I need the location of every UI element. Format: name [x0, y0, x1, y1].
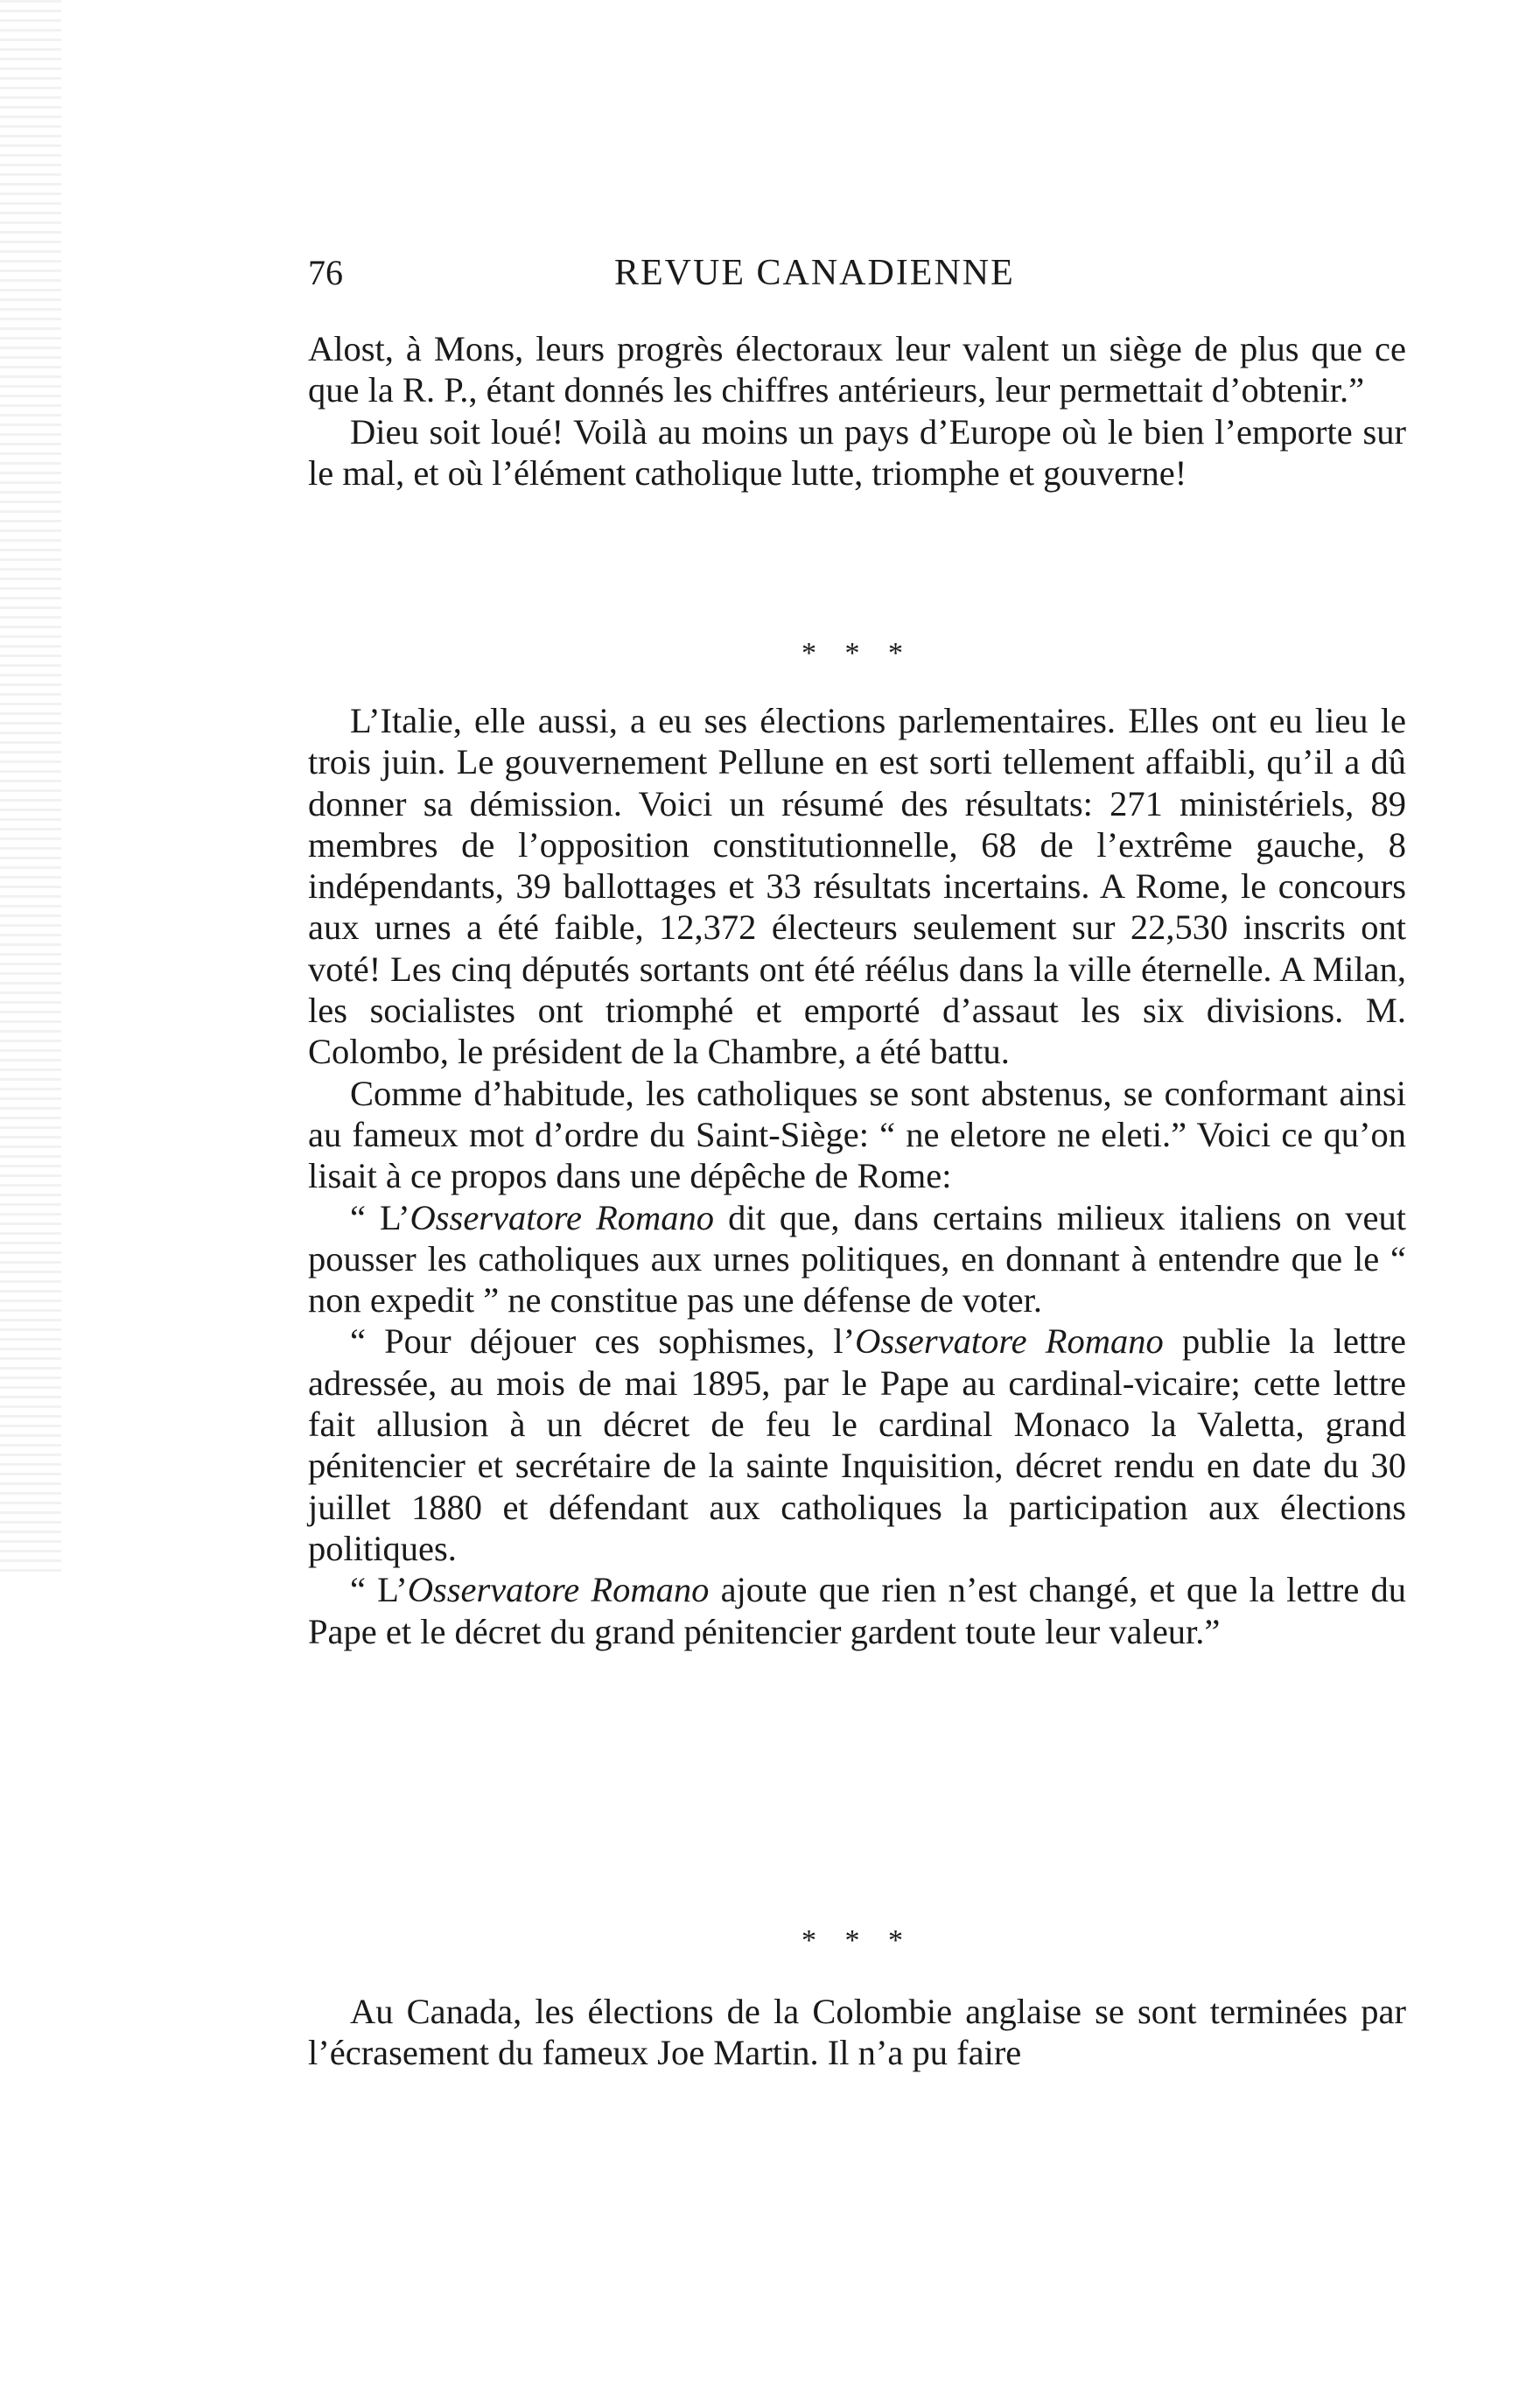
quote-text: dit que, dans certains milieux italiens on veut pousser les catholiques aux urnes politiques, en donnant à entendre que le “ non expedit ” ne constitue pas une défense de voter.: [308, 1197, 1406, 1321]
quote-open-text: “ Pour déjouer ces sophismes, l’: [350, 1321, 856, 1362]
paragraph: Au Canada, les élections de la Colombie anglaise se sont terminées par l’écrasement du fameux Joe Martin. Il n’a pu faire: [308, 1992, 1406, 2073]
running-title: REVUE CANADIENNE: [614, 253, 1015, 293]
page-number: 76: [308, 253, 343, 292]
quote-open-text: “ L’: [350, 1197, 410, 1237]
newspaper-title: Osservatore Romano: [410, 1197, 715, 1237]
quote-open-text: “ L’: [350, 1570, 408, 1610]
paragraph: L’Italie, elle aussi, a eu ses élections parlementaires. Elles ont eu lieu le trois juin. Le gouvernement Pellune en est sorti tellement affaibli, qu’il a dû donner sa démission. Voici un résumé des résultats: 271 ministériels, 89 membres de l’opposition constitutionnelle, 68 de l’extrême gauche, 8 indépendants, 39 ballottages et 33 résultats incertains. A Rome, le concours aux urnes a été faible, 12,372 électeurs seulement sur 22,530 inscrits ont voté! Les cinq députés sortants ont été réélus dans la ville éternelle. A Milan, les socialistes ont triomphé et emporté d’assaut les six divisions. M. Colombo, le président de la Chambre, a été battu.: [308, 701, 1406, 1072]
quoted-paragraph: [308, 1321, 1406, 1569]
newspaper-title: Osservatore Romano: [855, 1321, 1164, 1362]
section-separator: * * *: [802, 637, 914, 669]
paragraph: Alost, à Mons, leurs progrès électoraux leur valent un siège de plus que ce que la R. P., étant donnés les chiffres antérieurs, leur permettait d’obtenir.”: [308, 329, 1406, 410]
scanned-page-edge: [0, 0, 61, 1575]
section-separator: * * *: [802, 1924, 914, 1957]
quoted-paragraph: [308, 1197, 1406, 1321]
text-block-canada: [308, 1991, 1406, 2074]
quote-text: ajoute que rien n’est changé, et que la lettre du Pape et le décret du grand pénitencier gardent toute leur valeur.”: [308, 1570, 1406, 1651]
paragraph: Dieu soit loué! Voilà au moins un pays d’Europe où le bien l’emporte sur le mal, et où l’élément catholique lutte, triomphe et gouverne!: [308, 411, 1406, 493]
quoted-paragraph: [308, 1569, 1406, 1652]
text-block-belgium: [308, 328, 1406, 494]
quote-text: publie la lettre adressée, au mois de mai 1895, par le Pape au cardinal-vicaire; cette lettre fait allusion à un décret de feu le cardinal Monaco la Valetta, grand pénitencier et secrétaire de la sainte Inquisition, décret rendu en date du 30 juillet 1880 et défendant aux catholiques la participation aux élections politiques.: [308, 1321, 1406, 1568]
page-header: [308, 247, 1183, 299]
paragraph: Comme d’habitude, les catholiques se sont abstenus, se conformant ainsi au fameux mot d’ordre du Saint-Siège: “ ne eletore ne eleti.” Voici ce qu’on lisait à ce propos dans une dépêche de Rome:: [308, 1073, 1406, 1196]
text-block-italy: [308, 700, 1406, 1652]
newspaper-title: Osservatore Romano: [407, 1570, 710, 1610]
